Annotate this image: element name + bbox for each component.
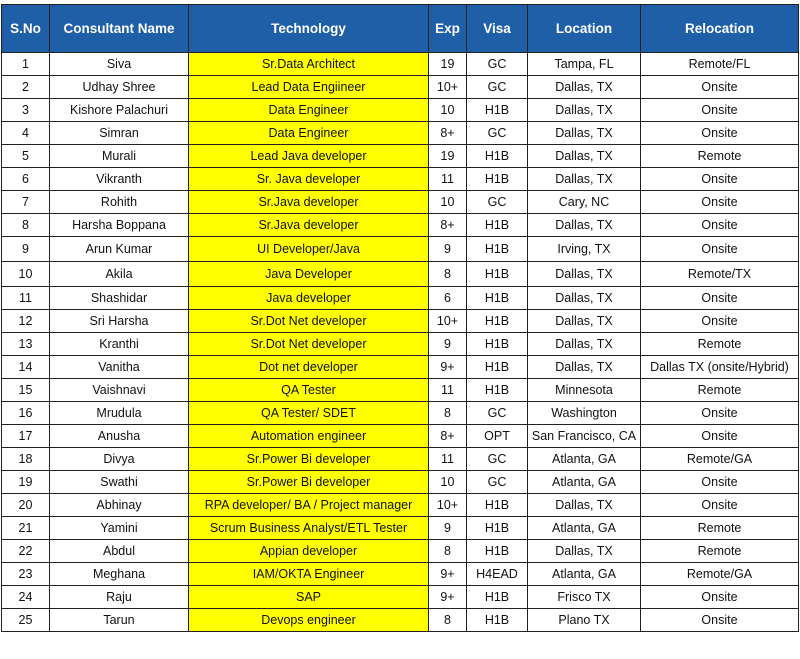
cell-exp: 11 — [429, 379, 467, 402]
table-row — [2, 76, 799, 99]
cell-technology: Devops engineer — [189, 609, 429, 632]
cell-technology: IAM/OKTA Engineer — [189, 563, 429, 586]
cell-visa: GC — [467, 471, 528, 494]
cell-technology: Sr.Java developer — [189, 191, 429, 214]
cell-visa: H1B — [467, 333, 528, 356]
cell-sno: 18 — [2, 448, 50, 471]
table-row — [2, 402, 799, 425]
cell-location: Tampa, FL — [528, 53, 641, 76]
cell-relocation: Onsite — [641, 237, 799, 262]
cell-consultant-name: Abhinay — [50, 494, 189, 517]
cell-exp: 9+ — [429, 563, 467, 586]
cell-location: Dallas, TX — [528, 287, 641, 310]
cell-technology: UI Developer/Java — [189, 237, 429, 262]
cell-location: Dallas, TX — [528, 145, 641, 168]
cell-exp: 9 — [429, 333, 467, 356]
cell-consultant-name: Sri Harsha — [50, 310, 189, 333]
cell-exp: 8+ — [429, 214, 467, 237]
cell-consultant-name: Tarun — [50, 609, 189, 632]
cell-relocation: Onsite — [641, 471, 799, 494]
cell-technology: Sr.Power Bi developer — [189, 448, 429, 471]
cell-sno: 4 — [2, 122, 50, 145]
cell-sno: 17 — [2, 425, 50, 448]
cell-exp: 11 — [429, 168, 467, 191]
cell-relocation: Onsite — [641, 310, 799, 333]
cell-visa: GC — [467, 76, 528, 99]
cell-location: Atlanta, GA — [528, 517, 641, 540]
cell-technology: Dot net developer — [189, 356, 429, 379]
table-row — [2, 237, 799, 262]
cell-visa: H1B — [467, 287, 528, 310]
cell-visa: H1B — [467, 237, 528, 262]
cell-consultant-name: Mrudula — [50, 402, 189, 425]
table-row — [2, 53, 799, 76]
cell-location: Plano TX — [528, 609, 641, 632]
cell-relocation: Dallas TX (onsite/Hybrid) — [641, 356, 799, 379]
cell-sno: 21 — [2, 517, 50, 540]
table-body — [2, 53, 799, 632]
cell-consultant-name: Kishore Palachuri — [50, 99, 189, 122]
cell-technology: Sr.Data Architect — [189, 53, 429, 76]
cell-consultant-name: Divya — [50, 448, 189, 471]
table-row — [2, 379, 799, 402]
cell-visa: H1B — [467, 99, 528, 122]
table-row — [2, 517, 799, 540]
table-row — [2, 471, 799, 494]
cell-exp: 10 — [429, 471, 467, 494]
cell-relocation: Remote — [641, 540, 799, 563]
cell-sno: 8 — [2, 214, 50, 237]
cell-location: Frisco TX — [528, 586, 641, 609]
cell-consultant-name: Kranthi — [50, 333, 189, 356]
cell-relocation: Remote — [641, 145, 799, 168]
cell-technology: Sr. Java developer — [189, 168, 429, 191]
cell-exp: 9+ — [429, 356, 467, 379]
cell-technology: Java Developer — [189, 262, 429, 287]
cell-location: Dallas, TX — [528, 494, 641, 517]
cell-visa: H1B — [467, 609, 528, 632]
cell-sno: 7 — [2, 191, 50, 214]
cell-location: Dallas, TX — [528, 99, 641, 122]
cell-location: Dallas, TX — [528, 122, 641, 145]
cell-location: Irving, TX — [528, 237, 641, 262]
cell-location: Dallas, TX — [528, 76, 641, 99]
cell-relocation: Remote/GA — [641, 563, 799, 586]
table-row — [2, 494, 799, 517]
cell-technology: SAP — [189, 586, 429, 609]
cell-technology: RPA developer/ BA / Project manager — [189, 494, 429, 517]
cell-technology: Sr.Java developer — [189, 214, 429, 237]
cell-sno: 14 — [2, 356, 50, 379]
cell-sno: 23 — [2, 563, 50, 586]
cell-technology: Scrum Business Analyst/ETL Tester — [189, 517, 429, 540]
cell-technology: Automation engineer — [189, 425, 429, 448]
cell-location: Dallas, TX — [528, 356, 641, 379]
cell-location: Dallas, TX — [528, 214, 641, 237]
cell-exp: 10+ — [429, 494, 467, 517]
cell-visa: H1B — [467, 379, 528, 402]
cell-relocation: Remote — [641, 379, 799, 402]
cell-relocation: Onsite — [641, 494, 799, 517]
cell-consultant-name: Swathi — [50, 471, 189, 494]
cell-exp: 6 — [429, 287, 467, 310]
cell-location: Dallas, TX — [528, 168, 641, 191]
cell-sno: 5 — [2, 145, 50, 168]
cell-sno: 9 — [2, 237, 50, 262]
cell-sno: 12 — [2, 310, 50, 333]
cell-relocation: Onsite — [641, 191, 799, 214]
cell-exp: 11 — [429, 448, 467, 471]
header-row — [2, 5, 799, 53]
cell-exp: 9 — [429, 517, 467, 540]
cell-location: Dallas, TX — [528, 262, 641, 287]
cell-visa: H1B — [467, 540, 528, 563]
cell-sno: 19 — [2, 471, 50, 494]
cell-technology: Data Engineer — [189, 99, 429, 122]
cell-visa: H1B — [467, 586, 528, 609]
cell-consultant-name: Siva — [50, 53, 189, 76]
cell-technology: Sr.Power Bi developer — [189, 471, 429, 494]
cell-relocation: Onsite — [641, 609, 799, 632]
cell-sno: 25 — [2, 609, 50, 632]
table-row — [2, 310, 799, 333]
cell-exp: 10+ — [429, 310, 467, 333]
cell-relocation: Onsite — [641, 287, 799, 310]
cell-technology: Data Engineer — [189, 122, 429, 145]
cell-location: Dallas, TX — [528, 540, 641, 563]
cell-location: San Francisco, CA — [528, 425, 641, 448]
cell-consultant-name: Udhay Shree — [50, 76, 189, 99]
cell-sno: 6 — [2, 168, 50, 191]
cell-relocation: Onsite — [641, 425, 799, 448]
cell-location: Atlanta, GA — [528, 471, 641, 494]
cell-consultant-name: Murali — [50, 145, 189, 168]
cell-consultant-name: Anusha — [50, 425, 189, 448]
cell-visa: H1B — [467, 145, 528, 168]
cell-relocation: Onsite — [641, 586, 799, 609]
cell-location: Dallas, TX — [528, 310, 641, 333]
cell-sno: 16 — [2, 402, 50, 425]
cell-exp: 8+ — [429, 122, 467, 145]
cell-visa: H1B — [467, 168, 528, 191]
cell-location: Dallas, TX — [528, 333, 641, 356]
header-visa: Visa — [467, 5, 528, 53]
cell-relocation: Remote/GA — [641, 448, 799, 471]
cell-exp: 10+ — [429, 76, 467, 99]
table-row — [2, 287, 799, 310]
cell-exp: 10 — [429, 99, 467, 122]
cell-visa: H1B — [467, 356, 528, 379]
cell-consultant-name: Vikranth — [50, 168, 189, 191]
cell-consultant-name: Vaishnavi — [50, 379, 189, 402]
cell-visa: H1B — [467, 214, 528, 237]
cell-location: Atlanta, GA — [528, 563, 641, 586]
cell-location: Atlanta, GA — [528, 448, 641, 471]
cell-exp: 8 — [429, 540, 467, 563]
cell-sno: 10 — [2, 262, 50, 287]
cell-technology: Lead Data Engiineer — [189, 76, 429, 99]
cell-consultant-name: Rohith — [50, 191, 189, 214]
cell-sno: 1 — [2, 53, 50, 76]
cell-consultant-name: Shashidar — [50, 287, 189, 310]
cell-relocation: Onsite — [641, 122, 799, 145]
cell-exp: 8 — [429, 609, 467, 632]
header-technology: Technology — [189, 5, 429, 53]
cell-exp: 9+ — [429, 586, 467, 609]
cell-visa: GC — [467, 402, 528, 425]
header-exp: Exp — [429, 5, 467, 53]
cell-visa: H1B — [467, 310, 528, 333]
cell-technology: Sr.Dot Net developer — [189, 310, 429, 333]
cell-relocation: Onsite — [641, 76, 799, 99]
cell-consultant-name: Meghana — [50, 563, 189, 586]
cell-visa: H1B — [467, 494, 528, 517]
cell-sno: 11 — [2, 287, 50, 310]
table-row — [2, 540, 799, 563]
cell-exp: 8 — [429, 402, 467, 425]
cell-visa: H1B — [467, 517, 528, 540]
header-consultant-name: Consultant Name — [50, 5, 189, 53]
table-row — [2, 448, 799, 471]
cell-technology: QA Tester/ SDET — [189, 402, 429, 425]
cell-consultant-name: Simran — [50, 122, 189, 145]
cell-location: Washington — [528, 402, 641, 425]
cell-exp: 8+ — [429, 425, 467, 448]
table-row — [2, 191, 799, 214]
cell-location: Minnesota — [528, 379, 641, 402]
cell-relocation: Remote — [641, 333, 799, 356]
cell-relocation: Onsite — [641, 402, 799, 425]
cell-technology: Sr.Dot Net developer — [189, 333, 429, 356]
cell-exp: 19 — [429, 145, 467, 168]
cell-visa: GC — [467, 122, 528, 145]
cell-sno: 24 — [2, 586, 50, 609]
cell-visa: H4EAD — [467, 563, 528, 586]
cell-visa: OPT — [467, 425, 528, 448]
header-relocation: Relocation — [641, 5, 799, 53]
cell-sno: 20 — [2, 494, 50, 517]
cell-relocation: Onsite — [641, 99, 799, 122]
cell-visa: GC — [467, 53, 528, 76]
cell-consultant-name: Vanitha — [50, 356, 189, 379]
cell-relocation: Remote/FL — [641, 53, 799, 76]
cell-sno: 22 — [2, 540, 50, 563]
table-row — [2, 99, 799, 122]
cell-sno: 13 — [2, 333, 50, 356]
table-row — [2, 563, 799, 586]
consultant-table — [1, 4, 799, 632]
cell-technology: Java developer — [189, 287, 429, 310]
cell-sno: 2 — [2, 76, 50, 99]
cell-relocation: Remote/TX — [641, 262, 799, 287]
cell-consultant-name: Arun Kumar — [50, 237, 189, 262]
header-sno: S.No — [2, 5, 50, 53]
table-row — [2, 145, 799, 168]
cell-visa: GC — [467, 191, 528, 214]
cell-relocation: Onsite — [641, 168, 799, 191]
cell-consultant-name: Yamini — [50, 517, 189, 540]
cell-exp: 8 — [429, 262, 467, 287]
table-row — [2, 425, 799, 448]
cell-exp: 19 — [429, 53, 467, 76]
table-row — [2, 333, 799, 356]
cell-consultant-name: Harsha Boppana — [50, 214, 189, 237]
table-row — [2, 609, 799, 632]
cell-visa: H1B — [467, 262, 528, 287]
cell-technology: Lead Java developer — [189, 145, 429, 168]
cell-sno: 15 — [2, 379, 50, 402]
table-row — [2, 122, 799, 145]
cell-exp: 10 — [429, 191, 467, 214]
table-row — [2, 214, 799, 237]
table-row — [2, 168, 799, 191]
cell-technology: Appian developer — [189, 540, 429, 563]
header-location: Location — [528, 5, 641, 53]
cell-relocation: Onsite — [641, 214, 799, 237]
cell-location: Cary, NC — [528, 191, 641, 214]
table-row — [2, 262, 799, 287]
cell-consultant-name: Abdul — [50, 540, 189, 563]
cell-visa: GC — [467, 448, 528, 471]
table-row — [2, 586, 799, 609]
cell-consultant-name: Raju — [50, 586, 189, 609]
cell-exp: 9 — [429, 237, 467, 262]
cell-relocation: Remote — [641, 517, 799, 540]
cell-technology: QA Tester — [189, 379, 429, 402]
cell-consultant-name: Akila — [50, 262, 189, 287]
cell-sno: 3 — [2, 99, 50, 122]
table-row — [2, 356, 799, 379]
